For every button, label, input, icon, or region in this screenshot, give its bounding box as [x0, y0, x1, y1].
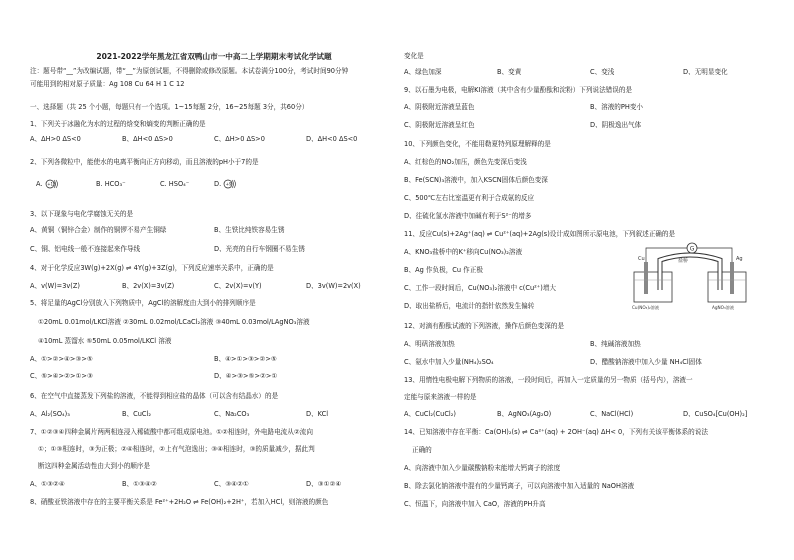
option-c: C、⑤>④>②>①>③: [30, 372, 93, 380]
option-c: C、变浅: [590, 68, 615, 76]
option-a: A、绿色加深: [404, 68, 442, 76]
notice-line: 注：题号带“__”为改编试题，带“__”为原创试题，不得删除或修改原题。本试卷满分100分，考试时间90分钟: [30, 67, 349, 75]
question-7-line-3: 断这四种金属活动性由大到小的顺序是: [38, 462, 151, 470]
option-d: D. +9: [214, 178, 237, 190]
question-5-items-2: ④10mL 蒸馏水 ⑤50mL 0.05mol/LKCl 溶液: [38, 337, 172, 345]
salt-bridge-label: 盐桥: [678, 258, 689, 264]
atomic-mass-line: 可能用到的相对原子质量：Ag 108 Cu 64 H 1 C 12: [30, 80, 185, 88]
option-a: A、Al₂(SO₄)₃: [30, 410, 70, 418]
option-c: C、Na₂CO₃: [214, 410, 250, 418]
option-c: C、③④②①: [214, 480, 249, 488]
option-a: A、ΔH>0 ΔS<0: [30, 135, 81, 143]
question-9-options-cd: [404, 121, 776, 130]
option-a: A、阴极附近溶液呈蓝色: [404, 103, 475, 111]
option-c: C、氨水中加入少量(NH₄)₂SO₄: [404, 358, 494, 366]
left-beaker: [634, 272, 672, 302]
salt-bridge: [660, 255, 720, 290]
option-b: B、Ag 作负极，Cu 作正极: [404, 266, 483, 274]
svg-text:+13: +13: [46, 181, 56, 187]
atom-diagram-d-icon: [223, 179, 237, 189]
question-2: 2、下列各微粒中，能使水的电离平衡向正方向移动，而且溶液的pH小于7的是: [30, 158, 259, 166]
question-12-options-cd: [404, 358, 776, 367]
option-b: B、除去氯化钠溶液中混有的少量钙离子，可以向溶液中加入适量的 NaOH溶液: [404, 482, 635, 490]
question-5-items: ①20mL 0.01mol/LKCl溶液 ②30mL 0.02mol/LCaCl₂溶液 ③40mL 0.03mol/LAgNO₃溶液: [38, 318, 310, 326]
atom-diagram-a-icon: [45, 179, 59, 189]
option-d: D、KCl: [306, 410, 329, 418]
question-6-options: [30, 410, 398, 419]
question-12-options-ab: [404, 340, 776, 349]
question-7-line-2: ①；①③相连时，③为正极；②④相连时，②上有气泡逸出；③④相连时，③的质量减少，据此判: [38, 445, 315, 453]
option-d: D、3v(W)=2v(X): [306, 282, 361, 290]
ag-label: Ag: [736, 256, 743, 262]
question-11: 11、反应Cu(s)+2Ag⁺(aq) ⇌ Cu²⁺(aq)+2Ag(s)设计成如图所示原电池，下列叙述正确的是: [404, 230, 676, 238]
option-b: B、纯碱溶液加热: [590, 340, 641, 348]
right-beaker: [708, 272, 746, 302]
question-7: 7、①②③④四种金属片两两相连浸入稀硫酸中都可组成原电池。①②相连时，外电路电流从②流向: [30, 428, 313, 436]
option-a: A、明矾溶液加热: [404, 340, 455, 348]
option-a: A、黄铜（铜锌合金）制作的铜锣不易产生铜绿: [30, 226, 167, 234]
option-c: C. HSO₄⁻: [160, 180, 190, 188]
left-solution-label: Cu(NO₃)₂溶液: [632, 305, 660, 310]
question-7-options: [30, 480, 398, 489]
option-a: A、红棕色的NO₂加压，颜色先变深后变浅: [404, 158, 527, 166]
option-d: D、醋酸钠溶液中加入少量 NH₄Cl固体: [590, 358, 702, 366]
option-b: B、①③④②: [122, 480, 157, 488]
question-1-options: [30, 135, 398, 144]
question-13-options: [404, 410, 776, 419]
option-b: B、溶液的PH变小: [590, 103, 644, 111]
question-6: 6、在空气中直接蒸发下列盐的溶液，不能得到相应盐的晶体（可以含有结晶水）的是: [30, 392, 279, 400]
option-b: B. HCO₃⁻: [96, 180, 126, 188]
option-a: A、①③②④: [30, 480, 65, 488]
option-c: C、阴极附近溶液呈红色: [404, 121, 475, 129]
option-b: B、2v(X)=3v(Z): [122, 282, 175, 290]
option-d: D、④>③>⑤>②>①: [214, 372, 278, 380]
option-d: D、取出盐桥后，电流计的指针依然发生偏转: [404, 302, 535, 310]
option-c: C、2v(X)=v(Y): [214, 282, 262, 290]
question-5-options-cd: [30, 372, 398, 381]
option-a: A、v(W)=3v(Z): [30, 282, 80, 290]
option-d: D、ΔH<0 ΔS<0: [306, 135, 358, 143]
option-c: C、铜、铝电线一般不连接起来作导线: [30, 245, 141, 253]
question-12: 12、对滴有酚酞试液的下列溶液，操作后颜色变深的是: [404, 322, 565, 330]
option-a: A、KNO₃盐桥中的K⁺移向Cu(NO₃)₂溶液: [404, 248, 523, 256]
right-column: [404, 0, 776, 560]
option-b: B、CuCl₂: [122, 410, 151, 418]
option-d: D、往硫化氢水溶液中加碱有利于S²⁻的增多: [404, 212, 532, 220]
option-d: D、③①②④: [306, 480, 342, 488]
question-13-line-2: 定能与原来溶液一样的是: [404, 393, 477, 401]
question-13: 13、用惰性电极电解下列物质的溶液，一段时间后，再加入一定质量的另一物质（括号内），溶液一: [404, 376, 693, 384]
option-c: C、ΔH>0 ΔS>0: [214, 135, 265, 143]
ag-electrode: [730, 262, 734, 294]
option-b: B、生铁比纯铁容易生锈: [214, 226, 285, 234]
option-b: B、变黄: [497, 68, 522, 76]
left-column: [30, 0, 398, 560]
exam-title: 2021-2022学年黑龙江省双鸭山市一中高二上学期期末考试化学试题: [96, 52, 332, 61]
question-4-options: [30, 282, 398, 291]
option-a: A、①>②>④>③>⑤: [30, 355, 93, 363]
question-2-options: [30, 178, 398, 190]
question-9: 9、以石墨为电极，电解KI溶液（其中含有少量酚酞和淀粉）下列说法错误的是: [404, 86, 633, 94]
option-c: C、NaCl(HCl): [590, 410, 634, 418]
question-3-options-ab: [30, 226, 398, 235]
question-8-tail: 变化是: [404, 52, 424, 60]
question-8: 8、硝酸亚铁溶液中存在的主要平衡关系是 Fe²⁺+2H₂O ⇌ Fe(OH)₂+2H⁺，若加入HCl，则溶液的颜色: [30, 498, 329, 506]
question-5: 5、将足量的AgCl分别放入下列物质中，AgCl的溶解度由大到小的排列顺序是: [30, 299, 256, 307]
option-b: B、AgNO₃(Ag₂O): [497, 410, 552, 418]
cu-label: Cu: [638, 256, 645, 262]
option-c: C、工作一段时间后，Cu(NO₃)₂溶液中 c(Cu²⁺)增大: [404, 284, 557, 292]
question-8-options: [404, 68, 776, 77]
question-14: 14、已知溶液中存在平衡：Ca(OH)₂(s) ⇌ Ca²⁺(aq) + 2OH⁻(aq) ΔH< 0，下列有关该平衡体系的说法: [404, 428, 708, 436]
option-a: A. +13: [36, 178, 59, 190]
option-c: C、500℃左右比室温更有利于合成氨的反应: [404, 194, 535, 202]
option-d: D、光亮的自行车钢圈不易生锈: [214, 245, 305, 253]
option-d: D、无明显变化: [683, 68, 728, 76]
question-3: 3、以下现象与电化学腐蚀无关的是: [30, 210, 134, 218]
right-solution-label: AgNO₃溶液: [712, 305, 735, 310]
question-3-options-cd: [30, 245, 398, 254]
section-heading: 一、选择题（共 25 个小题，每题只有一个选项。1~15每题 2分，16~25每题 3分，共60分）: [30, 103, 309, 111]
question-1: 1、下列关于冰融化为水的过程的焓变和熵变的判断正确的是: [30, 120, 206, 128]
question-4: 4、对于化学反应3W(g)+2X(g) ⇌ 4Y(g)+3Z(g)，下列反应速率关系中，正确的是: [30, 264, 274, 272]
svg-text:+9: +9: [225, 181, 232, 187]
question-10: 10、下列颜色变化，不能用勒夏特列原理解释的是: [404, 140, 551, 148]
cu-electrode: [644, 262, 648, 294]
option-a: A、向溶液中加入少量碳酸钠粉末能增大钙离子的浓度: [404, 464, 561, 472]
galvanometer-label: G: [689, 245, 695, 253]
option-b: B、ΔH<0 ΔS>0: [122, 135, 173, 143]
option-d: D、阴极逸出气体: [590, 121, 642, 129]
option-a: A、CuCl₂(CuCl₂): [404, 410, 456, 418]
question-14-line-2: 正确的: [412, 446, 432, 454]
question-5-options-ab: [30, 355, 398, 364]
option-b: B、④>①>③>②>⑤: [214, 355, 277, 363]
option-c: C、恒温下，向溶液中加入 CaO，溶液的PH升高: [404, 500, 546, 508]
galvanic-cell-diagram: [632, 240, 750, 310]
question-9-options-ab: [404, 103, 776, 112]
option-b: B、Fe(SCN)₃溶液中，加入KSCN固体后颜色变深: [404, 176, 548, 184]
option-d: D、CuSO₄[Cu(OH)₂]: [683, 410, 748, 418]
